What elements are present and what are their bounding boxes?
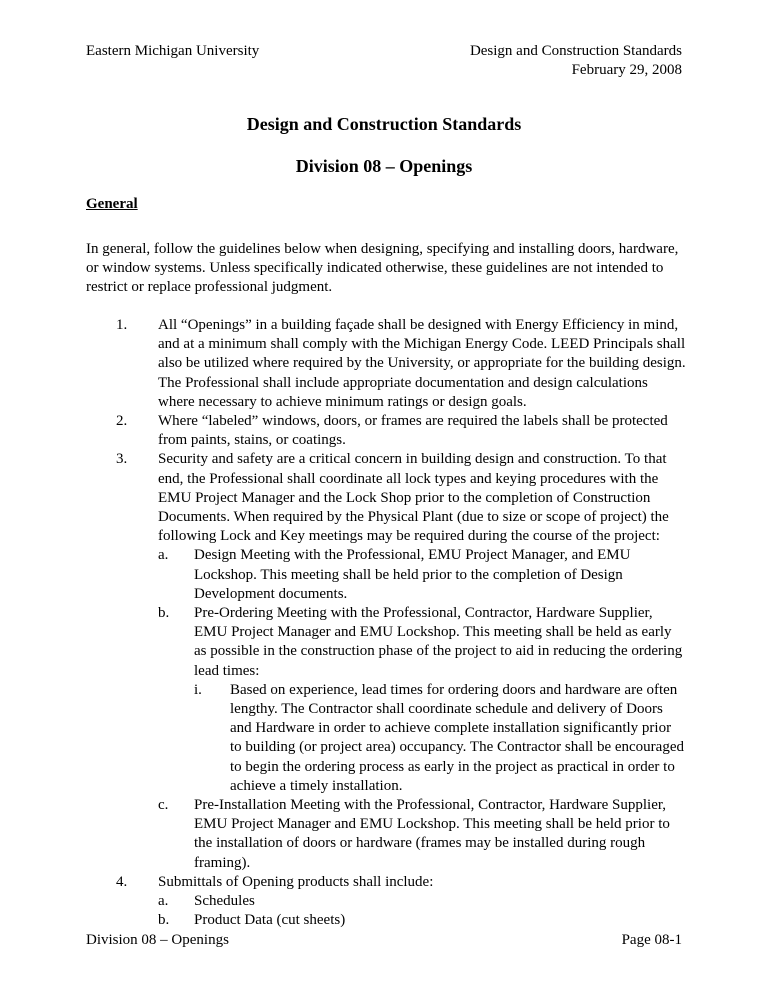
sub-item-text: Product Data (cut sheets) [194, 912, 346, 929]
sub-item [158, 546, 686, 604]
list-item [86, 412, 686, 450]
intro-paragraph: In general, follow the guidelines below when designing, specifying and installing doors, hardware, or window systems. Unless specifically indicated otherwise, these guidelines are not intended to restrict or replace professional judgment. [86, 241, 679, 296]
footer-page-number: Page 08-1 [621, 932, 682, 948]
sub-sub-item-numeral: i. [194, 681, 202, 698]
item-number: 4. [116, 873, 128, 890]
sub-item-letter: b. [158, 605, 170, 622]
sub-item-text: Pre-Installation Meeting with the Professional, Contractor, Hardware Supplier, EMU Project Manager and EMU Lockshop. This meeting shall be held prior to the installation of doors or hardware (frames may be installed during rough framing). [194, 797, 670, 871]
item-text: Submittals of Opening products shall include: [158, 873, 434, 890]
footer-division: Division 08 – Openings [86, 932, 229, 948]
sub-item [158, 911, 686, 930]
header-university: Eastern Michigan University [86, 43, 260, 59]
item-number: 2. [116, 413, 128, 430]
header-left [86, 42, 259, 61]
sub-item [158, 796, 686, 873]
sub-item-text: Design Meeting with the Professional, EMU Project Manager, and EMU Lockshop. This meeting shall be held prior to the completion of Design Development documents. [194, 547, 631, 602]
sub-item [158, 892, 686, 911]
sub-item-text: Schedules [194, 893, 255, 910]
header-doc-title: Design and Construction Standards [469, 43, 682, 59]
sub-item-letter: a. [158, 547, 169, 564]
list-item [86, 316, 686, 412]
item-number: 3. [116, 451, 128, 468]
section-heading: General [86, 196, 138, 212]
page-title: Design and Construction Standards [246, 114, 522, 134]
sub-sub-item-text: Based on experience, lead times for ordering doors and hardware are often lengthy. The Contractor shall coordinate schedule and delivery of Doors and Hardware in order to achieve complete installation significantly prior to building (or project area) occupancy. The Contractor shall be encouraged to begin the ordering process as early in the project as practical in order to achieve a timely installation. [230, 681, 684, 794]
sub-sub-item [194, 681, 686, 796]
numbered-list [86, 316, 686, 931]
header-date: February 29, 2008 [571, 62, 682, 78]
list-item [86, 450, 686, 872]
sub-item-letter: a. [158, 893, 169, 910]
header-right [470, 42, 682, 80]
list-item [86, 873, 686, 931]
item-text: All “Openings” in a building façade shall be designed with Energy Efficiency in mind, and at a minimum shall comply with the Michigan Energy Code. LEED Principals shall also be utilized where required by the University, or appropriate for the building design. The Professional shall include appropriate documentation and design calculations where necessary to achieve minimum ratings or design goals. [158, 317, 686, 410]
sub-item-letter: b. [158, 912, 170, 929]
sub-item-letter: c. [158, 797, 169, 814]
item-number: 1. [116, 317, 128, 333]
item-text: Where “labeled” windows, doors, or frames are required the labels shall be protected from paints, stains, or coatings. [158, 413, 668, 449]
item-text: Security and safety are a critical concern in building design and construction. To that end, the Professional shall coordinate all lock types and keying procedures with the EMU Project Manager and the Lock Shop prior to the completion of Construction Documents. When required by the Physical Plant (due to size or scope of project) the following Lock and Key meetings may be required during the course of the project: [158, 451, 669, 545]
sub-item-text: Pre-Ordering Meeting with the Professional, Contractor, Hardware Supplier, EMU Project Manager and EMU Lockshop. This meeting shall be held as early as possible in the construction phase of the project to aid in reducing the ordering lead times: [194, 605, 683, 679]
sub-item [158, 604, 686, 796]
page-subtitle: Division 08 – Openings [295, 156, 473, 176]
